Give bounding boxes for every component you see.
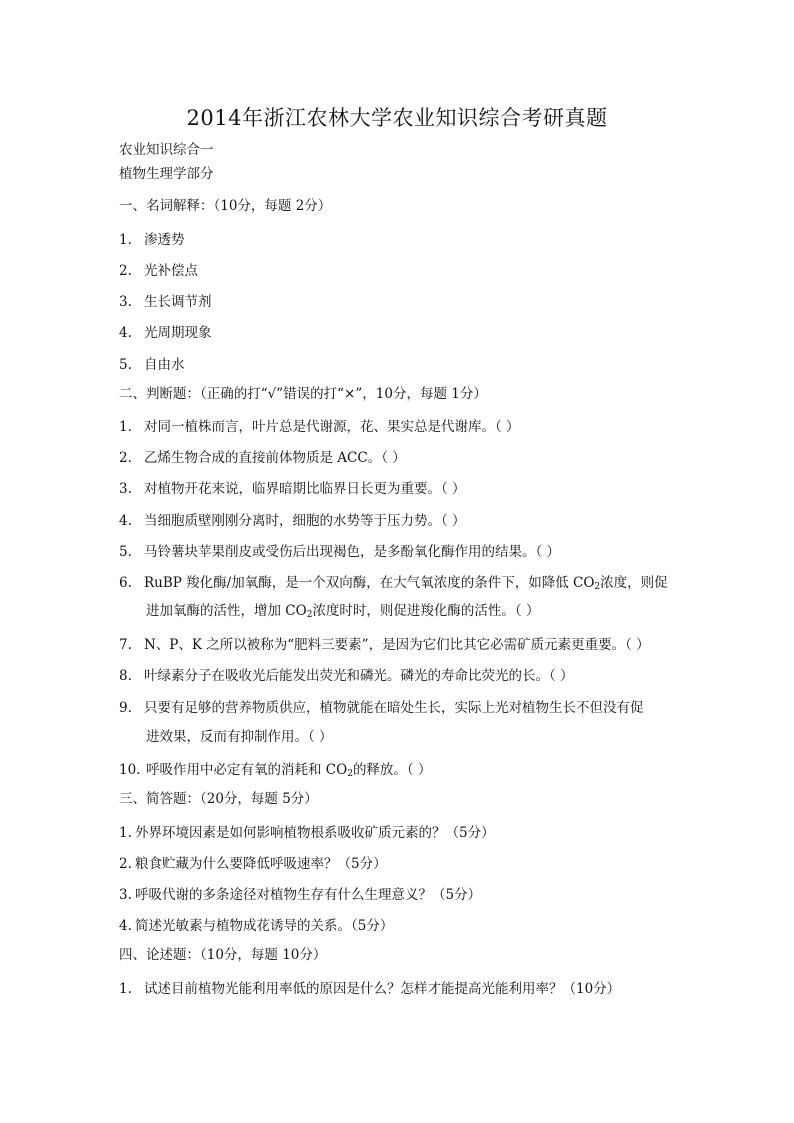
item-number: 4. (119, 513, 132, 529)
item-text: 进加氧酶的活性，增加 CO (146, 603, 307, 619)
list-item (119, 664, 679, 684)
item-text: 呼吸代谢的多条途径对植物生存有什么生理意义？（5分） (135, 887, 482, 903)
item-text: 光周期现象 (144, 325, 212, 341)
item-text: 只要有足够的营养物质供应，植物就能在暗处生长，实际上光对植物生长不但没有促 (144, 700, 644, 716)
list-item (119, 883, 679, 903)
item-text: 呼吸作用中必定有氧的消耗和 CO (146, 762, 348, 778)
item-number: 3. (119, 481, 132, 497)
subscript: 2 (594, 582, 601, 592)
section-heading: 四、论述题：（10分，每题 10分） (119, 947, 327, 963)
list-item (119, 852, 679, 872)
item-number: 1. (119, 825, 132, 841)
list-item (119, 821, 679, 841)
list-item (119, 758, 679, 779)
item-number: 10. (119, 762, 141, 778)
section-heading: 三、简答题：（20分，每题 5分） (119, 791, 318, 807)
item-text: 光补偿点 (144, 263, 198, 279)
list-item (119, 509, 679, 529)
item-number: 1. (119, 419, 132, 435)
item-text: 当细胞质壁刚刚分离时，细胞的水势等于压力势。（ ） (144, 513, 466, 529)
subscript: 2 (306, 610, 313, 620)
item-number: 1. (119, 981, 132, 997)
list-item (119, 290, 679, 310)
item-number: 8. (119, 668, 132, 684)
item-text: 粮食贮藏为什么要降低呼吸速率？（5分） (135, 856, 387, 872)
item-number: 5. (119, 357, 132, 373)
list-item (119, 977, 679, 997)
list-item (119, 914, 679, 934)
item-number: 2. (119, 450, 132, 466)
list-item (119, 446, 679, 466)
list-item (119, 353, 679, 373)
item-number: 2. (119, 856, 132, 872)
list-item (119, 696, 679, 716)
item-number: 2. (119, 263, 132, 279)
item-text: 生长调节剂 (144, 294, 212, 310)
item-number: 5. (119, 544, 132, 560)
item-text: RuBP 羧化酶/加氧酶，是一个双向酶，在大气氧浓度的条件下，如降低 CO (144, 575, 595, 591)
list-item (119, 477, 679, 497)
list-item (119, 415, 679, 435)
item-text: 乙烯生物合成的直接前体物质是 ACC。（ ） (144, 450, 406, 466)
item-text: 叶绿素分子在吸收光后能发出荧光和磷光。磷光的寿命比荧光的长。（ ） (144, 668, 574, 684)
item-text: 外界环境因素是如何影响植物根系吸收矿质元素的？（5分） (135, 825, 495, 841)
section-heading: 二、判断题：（正确的打“√”错误的打“×”，10分，每题 1分） (119, 386, 487, 402)
item-number: 4. (119, 325, 132, 341)
item-text: 浓度时时，则促进羧化酶的活性。（ ） (312, 603, 540, 619)
item-text: 的释放。（ ） (352, 762, 432, 778)
item-number: 6. (119, 575, 132, 591)
item-text: 渗透势 (144, 232, 185, 248)
item-continuation: 进效果，反而有抑制作用。（ ） (146, 729, 333, 745)
section-heading: 一、名词解释：（10分，每题 2分） (119, 198, 332, 214)
subscript: 2 (347, 769, 353, 779)
item-text: 自由水 (144, 357, 185, 373)
list-item (119, 321, 679, 341)
item-number: 9. (119, 700, 132, 716)
list-item (119, 259, 679, 279)
item-number: 3. (119, 294, 132, 310)
item-number: 3. (119, 887, 132, 903)
page-title: 2014年浙江农林大学农业知识综合考研真题 (186, 106, 608, 130)
item-continuation (146, 601, 539, 625)
list-item (119, 571, 679, 592)
item-number: 7. (119, 637, 132, 653)
list-item (119, 228, 679, 248)
item-text: 马铃薯块苹果削皮或受伤后出现褐色，是多酚氧化酶作用的结果。（ ） (144, 544, 561, 560)
item-number: 1. (119, 232, 132, 248)
item-text: 对同一植株而言，叶片总是代谢源，花、果实总是代谢库。（ ） (144, 419, 520, 435)
list-item (119, 540, 679, 560)
item-text: 简述光敏素与植物成花诱导的关系。（5分） (135, 918, 394, 934)
item-text: 对植物开花来说，临界暗期比临界日长更为重要。（ ） (144, 481, 466, 497)
item-text: 试述目前植物光能利用率低的原因是什么？怎样才能提高光能利用率？（10分） (144, 981, 621, 997)
course-name: 农业知识综合一 (119, 142, 214, 158)
item-number: 4. (119, 918, 132, 934)
item-text: N、P、K 之所以被称为“肥料三要素”，是因为它们比其它必需矿质元素更重要。（ ） (144, 637, 650, 653)
part-name: 植物生理学部分 (119, 166, 214, 182)
list-item (119, 633, 679, 653)
item-text: 浓度，则促 (600, 575, 668, 591)
